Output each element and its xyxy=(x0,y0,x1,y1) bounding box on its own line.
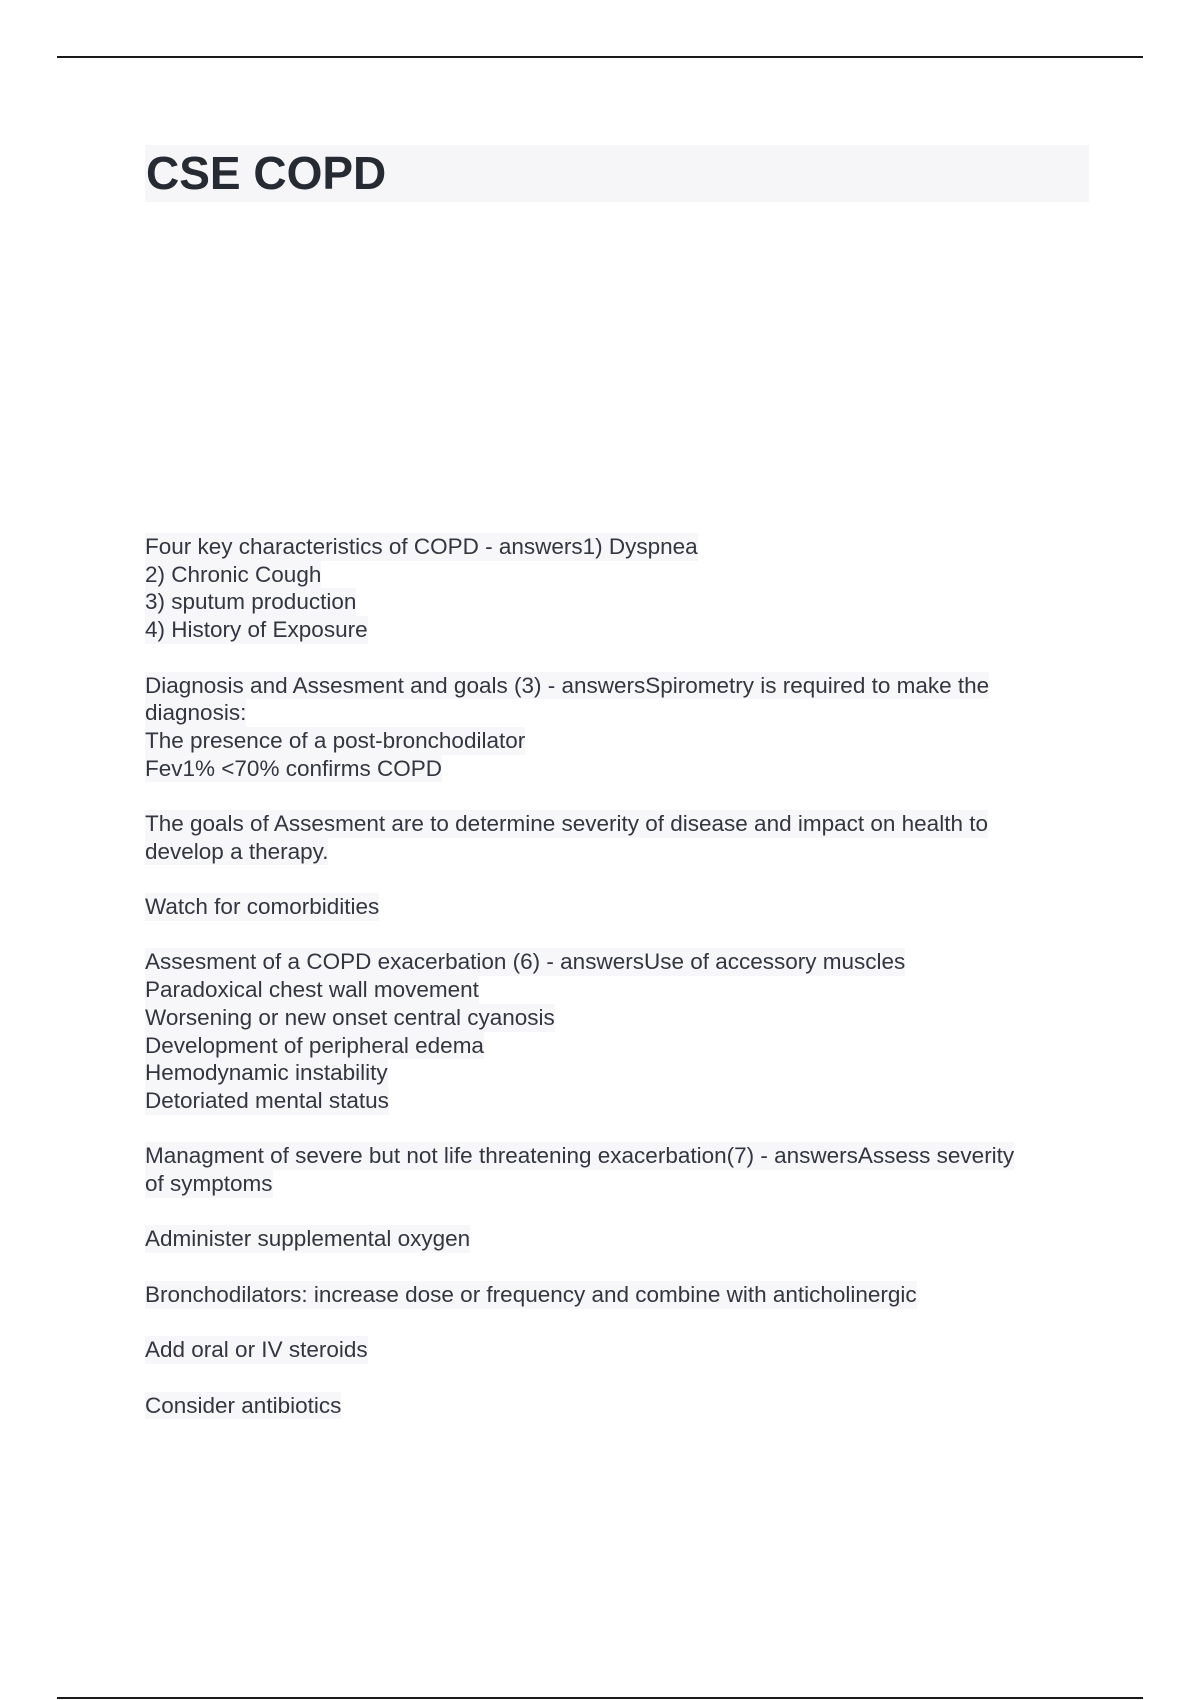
text-line: Development of peripheral edema xyxy=(145,1032,484,1058)
paragraph-management xyxy=(145,1142,1090,1197)
page-title: CSE COPD xyxy=(146,147,387,199)
paragraph-exacerbation-assessment xyxy=(145,948,1090,1114)
paragraph-bronchodilators xyxy=(145,1281,1090,1309)
document-body xyxy=(145,533,1090,1447)
text-line: diagnosis: xyxy=(145,700,247,726)
text-line: Managment of severe but not life threatening exacerbation(7) - answersAssess severity xyxy=(145,1143,1015,1169)
text-line: develop a therapy. xyxy=(145,838,329,864)
text-line: 3) sputum production xyxy=(145,589,357,615)
text-line: Consider antibiotics xyxy=(145,1392,342,1418)
text-line: The presence of a post-bronchodilator xyxy=(145,727,526,753)
paragraph-diagnosis xyxy=(145,672,1090,783)
text-line: 2) Chronic Cough xyxy=(145,561,322,587)
paragraph-key-characteristics xyxy=(145,533,1090,644)
paragraph-oxygen xyxy=(145,1225,1090,1253)
text-line: The goals of Assesment are to determine severity of disease and impact on health to xyxy=(145,811,988,836)
top-rule xyxy=(57,56,1143,58)
text-line: Diagnosis and Assesment and goals (3) - answersSpirometry is required to make the xyxy=(145,672,990,698)
text-line: Hemodynamic instability xyxy=(145,1060,388,1086)
text-line: Administer supplemental oxygen xyxy=(145,1226,471,1252)
text-line: Worsening or new onset central cyanosis xyxy=(145,1004,555,1030)
paragraph-assessment-goals xyxy=(145,810,1090,865)
paragraph-antibiotics xyxy=(145,1392,1090,1420)
text-line: Bronchodilators: increase dose or frequency and combine with anticholinergic xyxy=(145,1281,917,1307)
paragraph-comorbidities xyxy=(145,893,1090,921)
text-line: Watch for comorbidities xyxy=(145,894,380,920)
text-line: 4) History of Exposure xyxy=(145,617,368,643)
text-line: of symptoms xyxy=(145,1171,273,1197)
text-line: Fev1% <70% confirms COPD xyxy=(145,755,442,781)
text-line: Add oral or IV steroids xyxy=(145,1337,368,1363)
bottom-rule xyxy=(57,1697,1143,1699)
paragraph-steroids xyxy=(145,1336,1090,1364)
text-line: Assesment of a COPD exacerbation (6) - answersUse of accessory muscles xyxy=(145,949,906,975)
text-line: Detoriated mental status xyxy=(145,1088,389,1113)
text-line: Paradoxical chest wall movement xyxy=(145,977,479,1003)
text-line: Four key characteristics of COPD - answers1) Dyspnea xyxy=(145,534,698,559)
